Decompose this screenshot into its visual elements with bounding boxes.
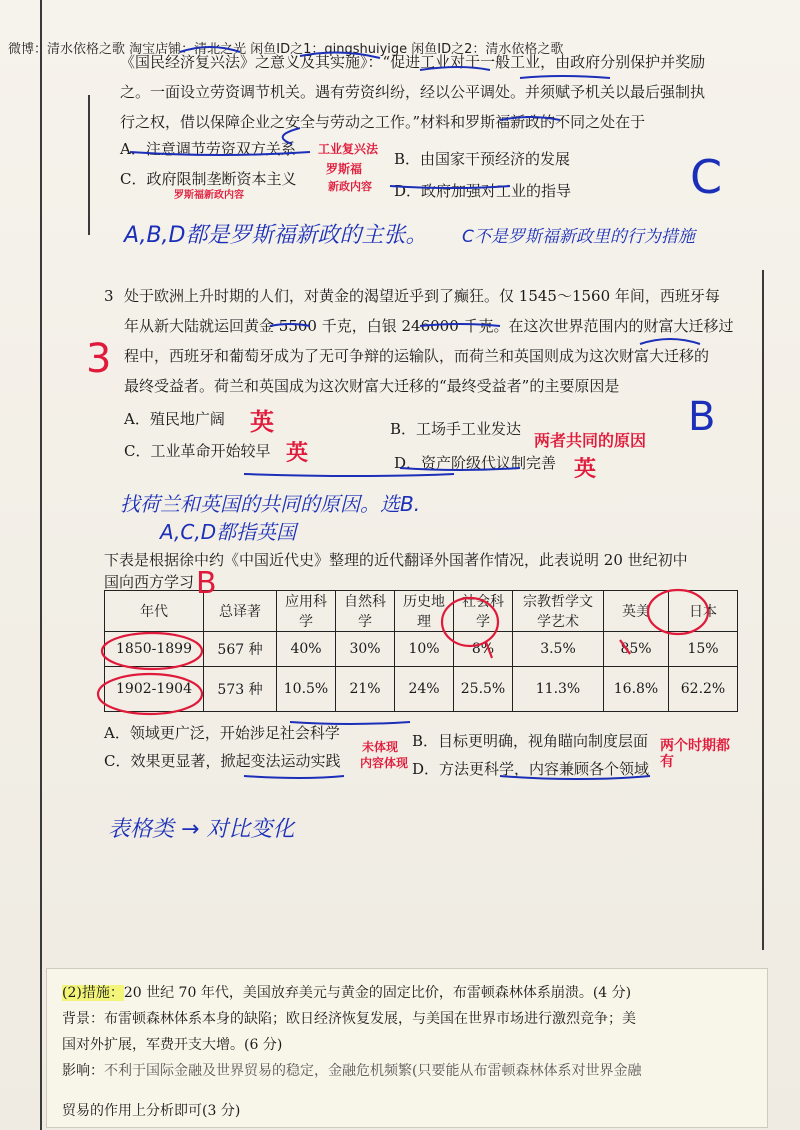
measures-text: 20 世纪 70 年代，美国放弃美元与黄金的固定比价，布雷顿森林体系崩溃。(4 分) — [123, 985, 632, 1001]
q2-red-note-4: 罗斯福新政内容 — [174, 190, 244, 201]
q4-option-c: C．效果更显著，掀起变法运动实践 — [104, 752, 341, 770]
table-header-cell: 应用科学 — [277, 591, 336, 632]
q3-line-4: 最终受益者。荷兰和英国成为这次财富大迁移的“最终受益者”的主要原因是 — [124, 377, 620, 395]
q3-answer-mark: B — [688, 394, 716, 440]
q3-red-note-4: 英 — [574, 457, 597, 482]
q3-line-2: 年从新大陆就运回黄金 5500 千克，白银 246000 千克。在这次世界范围内的财富大迁移过 — [124, 317, 734, 335]
background-label: 背景： — [62, 1011, 104, 1027]
q2-red-note-1: 工业复兴法 — [318, 142, 379, 156]
table-cell: 25.5% — [454, 667, 513, 712]
q3-number: 3 — [104, 287, 114, 305]
impact-line-2: 贸易的作用上分析即可(3 分) — [62, 1103, 241, 1119]
q4-answer-mark: B — [196, 566, 217, 601]
q2-answer-mark: C — [690, 150, 723, 204]
q2-line-2: 之。一面设立劳资调节机关。遇有劳资纠纷，经以公平调处。并须赋予机关以最后强制执 — [120, 83, 706, 101]
q4-option-a: A．领域更广泛，开始涉足社会科学 — [104, 724, 340, 742]
q4-red-note-3: 两个时期都有 — [660, 738, 730, 770]
q2-option-d: D．政府加强对工业的指导 — [394, 182, 572, 200]
table-cell: 10.5% — [277, 667, 336, 712]
table-header-cell: 总译著 — [204, 591, 277, 632]
table-cell: 85% — [604, 632, 669, 667]
table-cell: 1850-1899 — [105, 632, 204, 667]
q2-note-2: C不是罗斯福新政里的行为措施 — [462, 227, 695, 247]
table-cell: 16.8% — [604, 667, 669, 712]
q4-red-note-2: 内容体现 — [360, 756, 409, 770]
q4-note-1: 表格类 → 对比变化 — [108, 817, 295, 842]
table-cell: 24% — [395, 667, 454, 712]
q3-line-3: 程中，西班牙和葡萄牙成为了无可争辩的运输队，而荷兰和英国则成为这次财富大迁移的 — [124, 347, 710, 365]
table-cell: 15% — [669, 632, 738, 667]
q3-option-a: A．殖民地广阔 — [124, 410, 225, 428]
table-cell: 1902-1904 — [105, 667, 204, 712]
q4-option-b: B．目标更明确，视角瞄向制度层面 — [412, 732, 649, 750]
q3-red-note-1: 英 — [250, 408, 274, 436]
q2-line-1: 《国民经济复兴法》之意义及其实施》：“促进工业对于一般工业，由政府分别保护并奖励 — [120, 53, 706, 71]
table-cell: 30% — [336, 632, 395, 667]
table-header-cell: 宗教哲学文学艺术 — [513, 591, 604, 632]
q2-option-b: B．由国家干预经济的发展 — [394, 150, 571, 168]
q3-option-d: D．资产阶级代议制完善 — [394, 454, 557, 472]
table-header-cell: 英美 — [604, 591, 669, 632]
table-cell: 8% — [454, 632, 513, 667]
q3-note-2: A,C,D都指英国 — [160, 520, 297, 544]
table-header-cell: 历史地理 — [395, 591, 454, 632]
measures-label: (2)措施： — [62, 985, 124, 1001]
background-text-1: 布雷顿森林体系本身的缺陷；欧日经济恢复发展，与美国在世界市场进行激烈竞争；美 — [104, 1011, 636, 1027]
impact-label: 影响： — [62, 1063, 104, 1079]
table-cell: 10% — [395, 632, 454, 667]
q4-intro-line-2: 国向西方学习 — [104, 573, 195, 591]
q2-note-1: A,B,D都是罗斯福新政的主张。 — [124, 223, 428, 248]
watermark-top: 微博：清水依格之歌 淘宝店铺：清北之光 闲鱼ID之1：qingshuiyige 闲鱼ID之2：清水依格之歌 — [8, 42, 564, 57]
impact-text-1: 不利于国际金融及世界贸易的稳定，金融危机频繁(只要能从布雷顿森林体系对世界金融 — [104, 1063, 642, 1079]
q3-option-c: C．工业革命开始较早 — [124, 442, 271, 460]
q2-line-3: 行之权，借以保障企业之安全与劳动之工作。”材料和罗斯福新政的不同之处在于 — [120, 113, 646, 131]
q3-red-note-3: 英 — [286, 441, 309, 466]
q2-option-c: C．政府限制垄断资本主义 — [120, 170, 297, 188]
table-cell: 40% — [277, 632, 336, 667]
q4-option-d: D．方法更科学，内容兼顾各个领域 — [412, 760, 650, 778]
q3-option-b: B．工场手工业发达 — [390, 420, 522, 438]
q3-margin-mark: 3 — [86, 336, 112, 382]
table-cell: 21% — [336, 667, 395, 712]
table-cell: 3.5% — [513, 632, 604, 667]
q3-red-note-2: 两者共同的原因 — [534, 431, 647, 450]
table-header-cell: 年代 — [105, 591, 204, 632]
q4-intro-line-1: 下表是根据徐中约《中国近代史》整理的近代翻译外国著作情况，此表说明 20 世纪初中 — [104, 551, 688, 569]
table-cell: 573 种 — [204, 667, 277, 712]
table-header-cell: 自然科学 — [336, 591, 395, 632]
q2-red-note-2: 罗斯福 — [326, 162, 363, 176]
q2-red-note-3: 新政内容 — [328, 180, 372, 193]
q4-red-note-1: 未体现 — [362, 740, 399, 754]
table-cell: 62.2% — [669, 667, 738, 712]
table-header-cell: 社会科学 — [454, 591, 513, 632]
background-line-2: 国对外扩展，军费开支大增。(6 分) — [62, 1037, 283, 1053]
q2-option-a: A．注意调节劳资双方关系 — [120, 140, 296, 158]
q3-line-1: 处于欧洲上升时期的人们，对黄金的渴望近乎到了癫狂。仅 1545～1560 年间，西班牙每 — [124, 287, 720, 305]
q3-note-1: 找荷兰和英国的共同的原因。选B. — [120, 492, 421, 516]
table-cell: 567 种 — [204, 632, 277, 667]
table-header-cell: 日本 — [669, 591, 738, 632]
table-cell: 11.3% — [513, 667, 604, 712]
